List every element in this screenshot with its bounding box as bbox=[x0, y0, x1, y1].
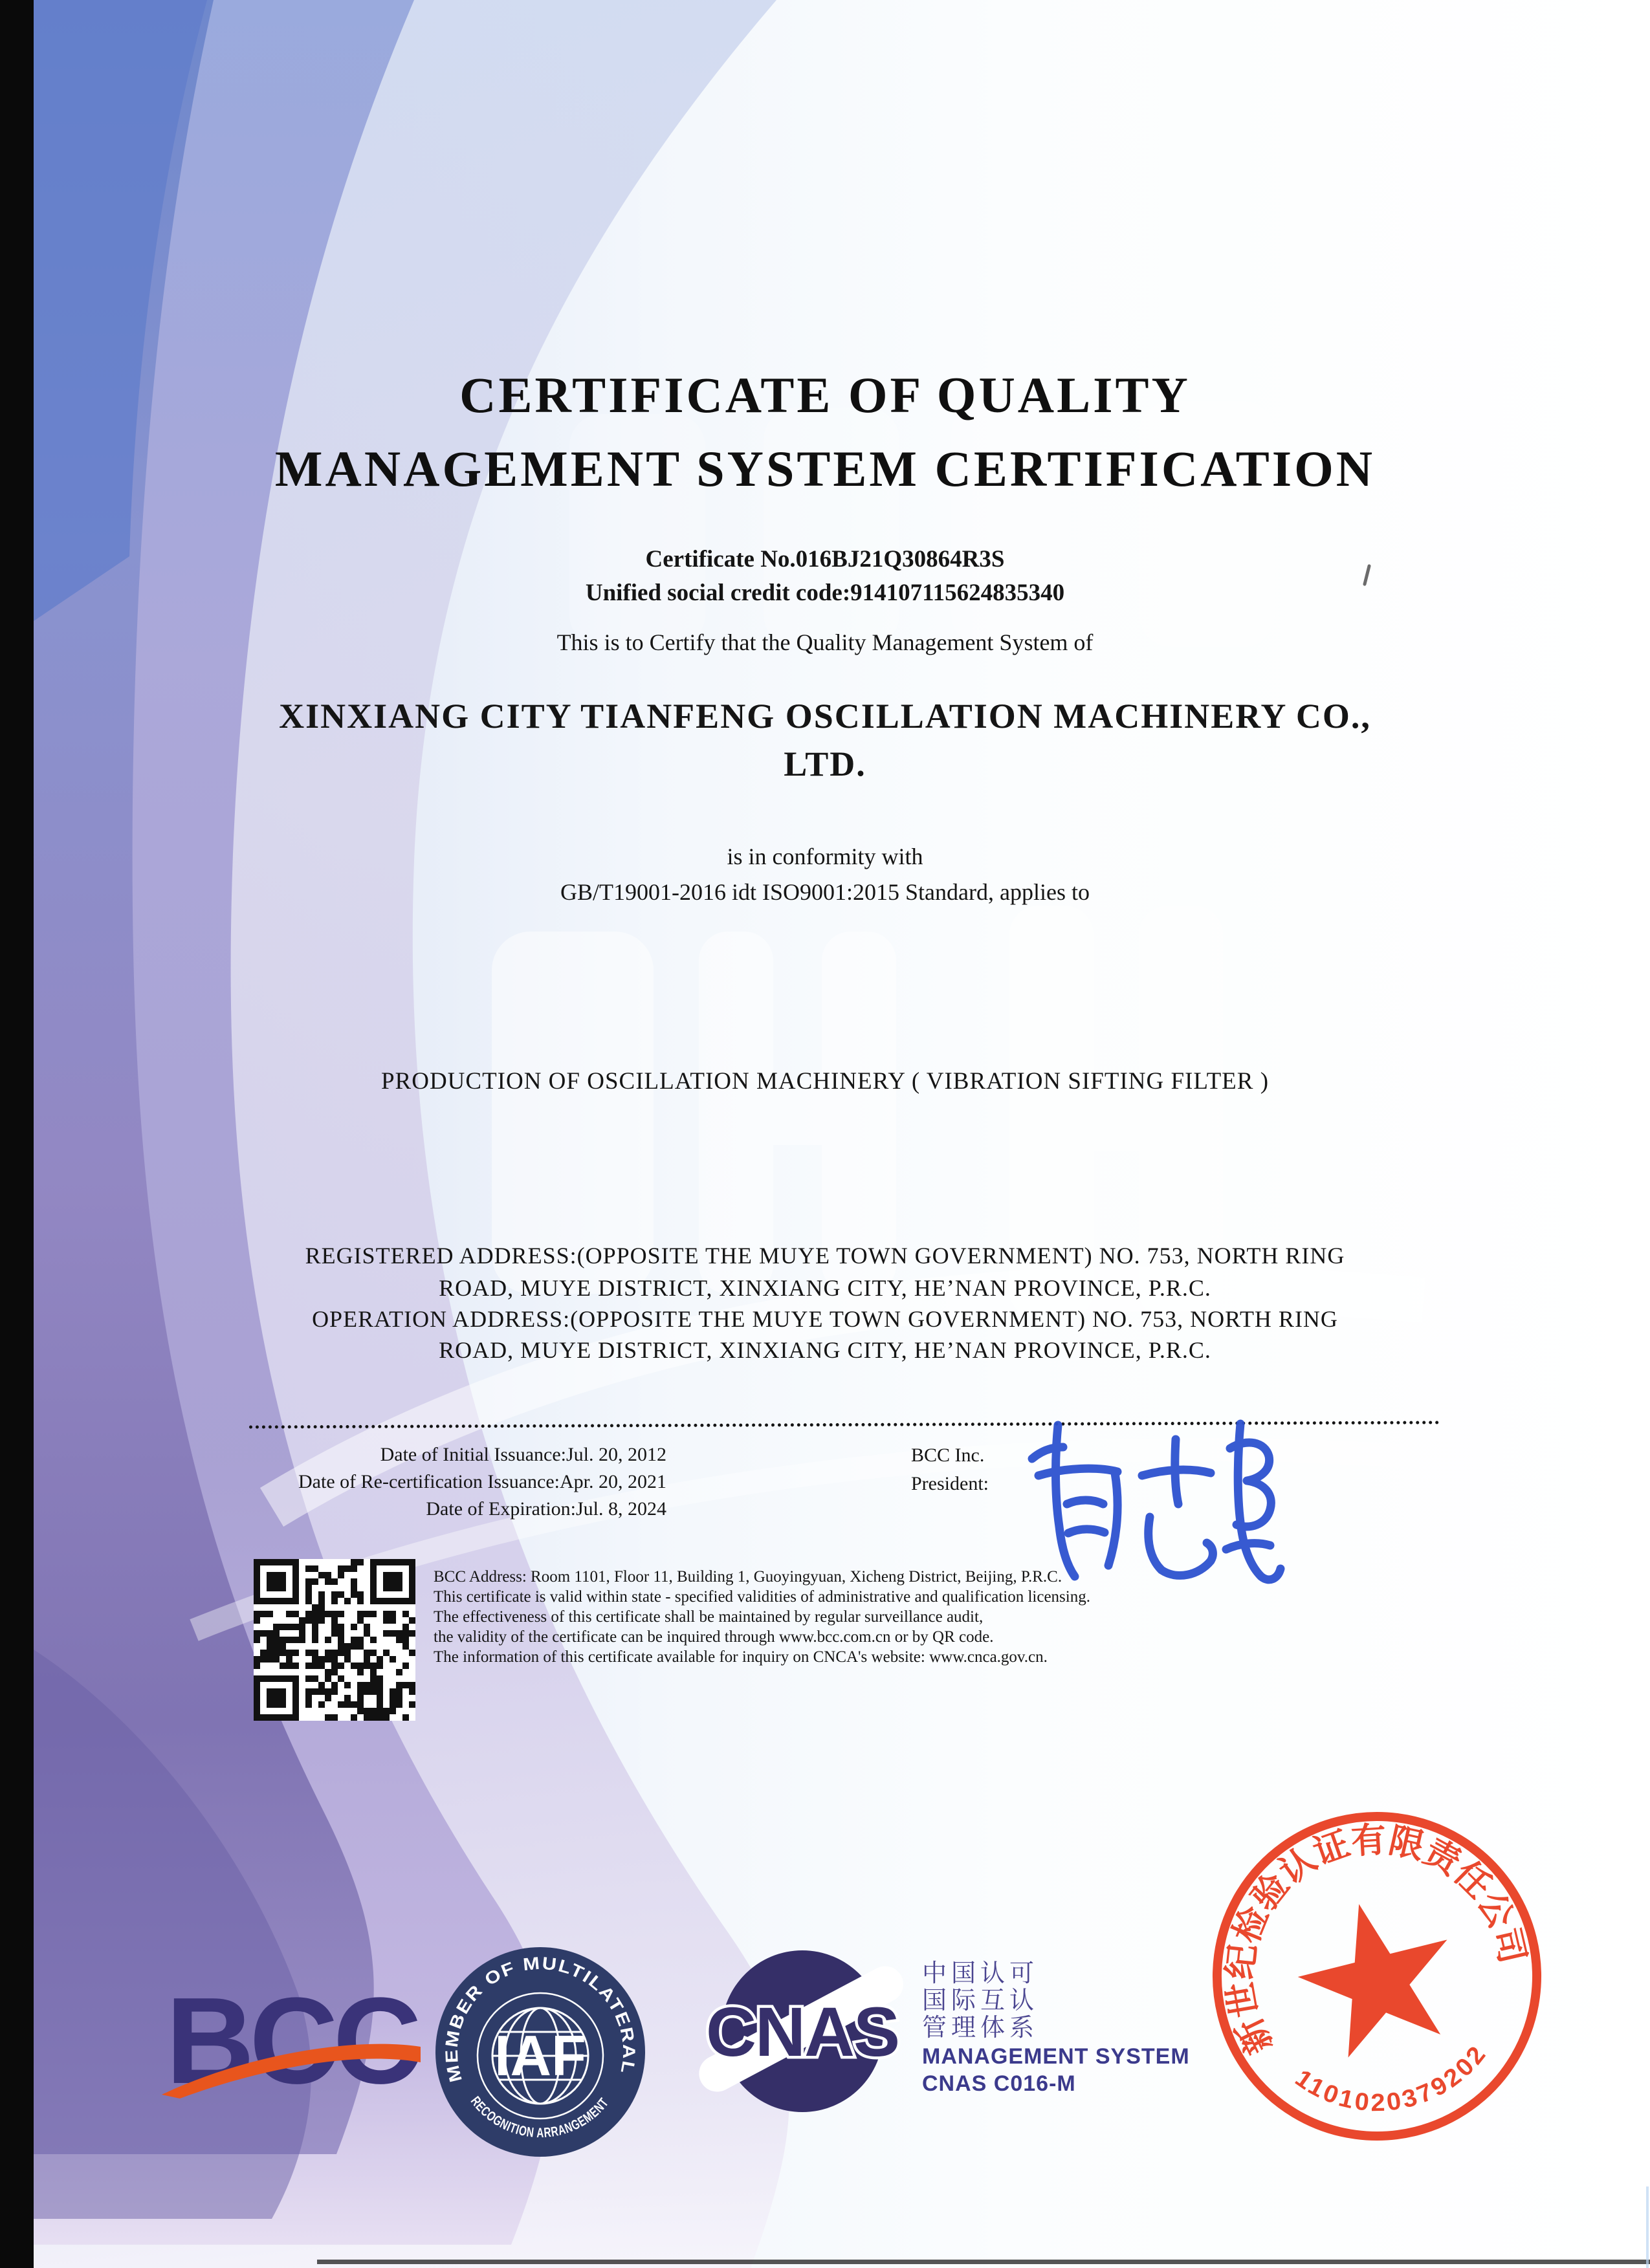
company-seal bbox=[1196, 1795, 1558, 2157]
accreditation-cn-line1: 中国认可 bbox=[922, 1960, 1039, 1987]
registered-address-line2: ROAD, MUYE DISTRICT, XINXIANG CITY, HE’NAN PROVINCE, P.R.C. bbox=[439, 1275, 1211, 1301]
company-name-line1: XINXIANG CITY TIANFENG OSCILLATION MACHINERY CO., bbox=[279, 697, 1371, 736]
qr-code bbox=[254, 1559, 415, 1721]
cnas-logo-text: CNAS bbox=[705, 1992, 899, 2071]
title-line1: CERTIFICATE OF QUALITY bbox=[459, 367, 1191, 423]
date-initial-issuance: Date of Initial Issuance:Jul. 20, 2012 bbox=[380, 1444, 666, 1465]
scan-edge-right bbox=[1646, 2186, 1649, 2268]
date-recertification-issuance: Date of Re-certification Issuance:Apr. 20, 2021 bbox=[298, 1471, 666, 1492]
certification-scope: PRODUCTION OF OSCILLATION MACHINERY ( VIBRATION SIFTING FILTER ) bbox=[380, 1068, 1270, 1095]
scan-edge-bottom bbox=[317, 2260, 1650, 2264]
issuer-name: BCC Inc. bbox=[911, 1445, 985, 1466]
bcc-logo-text: BCC bbox=[166, 1972, 417, 2109]
cnas-logo bbox=[673, 1937, 945, 2132]
operation-address-line2: ROAD, MUYE DISTRICT, XINXIANG CITY, HE’NAN PROVINCE, P.R.C. bbox=[439, 1337, 1211, 1363]
conformity-line2: GB/T19001-2016 idt ISO9001:2015 Standard, applies to bbox=[560, 879, 1090, 905]
seal-star bbox=[1284, 1886, 1469, 2065]
note-inquiry: the validity of the certificate can be inquired through www.bcc.com.cn or by QR code. bbox=[434, 1628, 994, 1646]
certify-intro: This is to Certify that the Quality Management System of bbox=[556, 629, 1094, 655]
registered-address-line1: REGISTERED ADDRESS:(OPPOSITE THE MUYE TOWN GOVERNMENT) NO. 753, NORTH RING bbox=[305, 1243, 1345, 1269]
credit-code: Unified social credit code:914107115624835340 bbox=[585, 580, 1065, 606]
company-name-line2: LTD. bbox=[784, 745, 866, 783]
conformity-line1: is in conformity with bbox=[727, 844, 923, 869]
bcc-logo bbox=[162, 1960, 421, 2109]
accreditation-cn-block bbox=[922, 1960, 1039, 2042]
iaf-logo bbox=[424, 1935, 657, 2168]
note-cnca: The information of this certificate available for inquiry on CNCA's website: www.cnca.gov.cn. bbox=[434, 1648, 1048, 1666]
notes-block bbox=[434, 1567, 1197, 1667]
iaf-ring-top-text: MEMBER OF MULTILATERAL bbox=[441, 1953, 639, 2084]
accreditation-en-line1: MANAGEMENT SYSTEM bbox=[922, 2044, 1190, 2069]
accreditation-cn-line2: 国际互认 bbox=[922, 1987, 1039, 2014]
president-label: President: bbox=[911, 1473, 989, 1494]
note-effectiveness: The effectiveness of this certificate shall be maintained by regular surveillance audit, bbox=[434, 1608, 984, 1626]
operation-address-line1: OPERATION ADDRESS:(OPPOSITE THE MUYE TOWN GOVERNMENT) NO. 753, NORTH RING bbox=[312, 1306, 1338, 1332]
iaf-ring-bottom-text: RECOGNITION ARRANGEMENT bbox=[467, 2093, 613, 2141]
note-validity: This certificate is valid within state - specified validities of administrative and qualification licensing. bbox=[434, 1588, 1090, 1606]
iaf-logo-text: IAF bbox=[494, 2023, 586, 2088]
accreditation-cn-line3: 管理体系 bbox=[922, 2014, 1039, 2042]
note-bcc-address: BCC Address: Room 1101, Floor 11, Building 1, Guoyingyuan, Xicheng District, Beijing, P.R.C. bbox=[434, 1568, 1062, 1586]
certificate-number: Certificate No.016BJ21Q30864R3S bbox=[645, 546, 1005, 572]
seal-number-text: 1101020379202 bbox=[1290, 2040, 1493, 2117]
seal-company-text: 新世纪检验认证有限责任公司 bbox=[1220, 1820, 1532, 2060]
accreditation-en-line2: CNAS C016-M bbox=[922, 2071, 1076, 2096]
title-line2: MANAGEMENT SYSTEM CERTIFICATION bbox=[274, 441, 1376, 497]
date-expiration: Date of Expiration:Jul. 8, 2024 bbox=[426, 1498, 666, 1520]
scan-edge-left bbox=[0, 0, 34, 2268]
dates-block bbox=[246, 1441, 666, 1523]
